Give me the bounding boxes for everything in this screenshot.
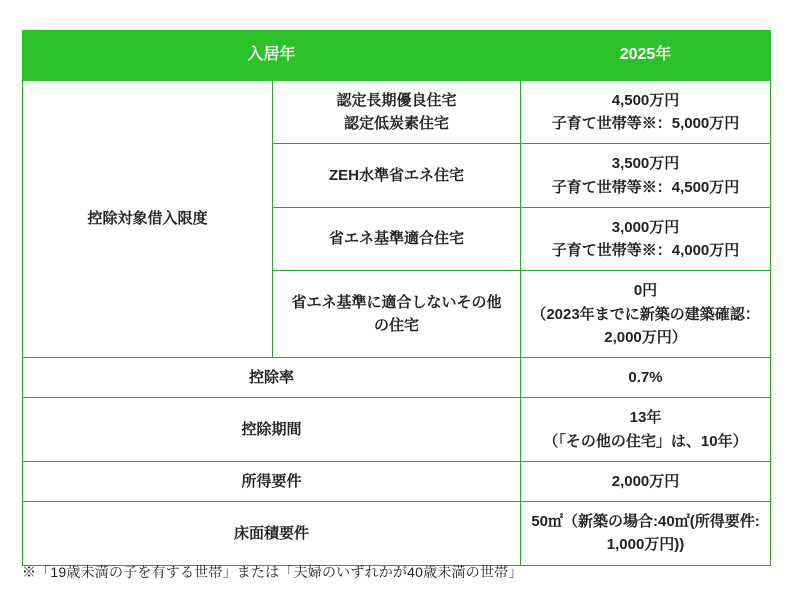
header-move-in-year: 入居年 xyxy=(23,31,521,81)
table-header-row xyxy=(23,31,771,81)
value-line1: 0.7% xyxy=(628,369,663,387)
housing-type-line2: の住宅 xyxy=(374,317,420,335)
value-line1: 0円 xyxy=(633,282,658,300)
housing-type-line1: 省エネ基準に適合しないその他 xyxy=(291,293,502,311)
footnote-text: ※「19歳未満の子を有する世帯」または「夫婦のいずれかが40歳未満の世帯」 xyxy=(22,564,523,580)
value-line1: 13年 xyxy=(629,409,662,427)
table-row xyxy=(23,80,771,144)
value-line2: 1,000万円)) xyxy=(606,536,685,554)
cell-housing-type xyxy=(273,144,521,208)
value-line2: 子育て世帯等※：4,500万円 xyxy=(551,178,740,196)
value-line1: 3,500万円 xyxy=(611,155,680,173)
cell-income-requirement-value xyxy=(521,461,771,501)
cell-loan-limit-value xyxy=(521,271,771,358)
cell-deduction-period-value xyxy=(521,398,771,462)
header-year-2025: 2025年 xyxy=(521,31,771,81)
row-label-floor-area-requirement: 床面積要件 xyxy=(23,502,521,566)
value-line2: （「その他の住宅」は、10年） xyxy=(543,432,748,450)
row-label-deduction-rate: 控除率 xyxy=(23,358,521,398)
housing-loan-deduction-table-container xyxy=(22,30,770,566)
row-label-deduction-period: 控除期間 xyxy=(23,398,521,462)
row-label-income-requirement: 所得要件 xyxy=(23,461,521,501)
cell-deduction-rate-value xyxy=(521,358,771,398)
cell-loan-limit-value xyxy=(521,80,771,144)
value-line1: 3,000万円 xyxy=(611,218,680,236)
housing-type-line1: ZEH水準省エネ住宅 xyxy=(329,166,465,184)
cell-loan-limit-value xyxy=(521,207,771,271)
housing-loan-deduction-table xyxy=(22,30,771,566)
cell-housing-type xyxy=(273,80,521,144)
table-row xyxy=(23,502,771,566)
table-row xyxy=(23,398,771,462)
value-line3: 2,000万円） xyxy=(604,328,687,346)
value-line2: （2023年までに新築の建築確認： xyxy=(531,305,760,323)
table-head xyxy=(23,31,771,81)
value-line2: 子育て世帯等※：5,000万円 xyxy=(551,115,740,133)
cell-housing-type xyxy=(273,207,521,271)
table-row xyxy=(23,358,771,398)
table-body xyxy=(23,80,771,565)
cell-floor-area-requirement-value xyxy=(521,502,771,566)
row-label-loan-limit: 控除対象借入限度 xyxy=(23,80,273,357)
housing-type-line2: 認定低炭素住宅 xyxy=(344,115,450,133)
value-line1: 4,500万円 xyxy=(611,91,680,109)
housing-type-line1: 認定長期優良住宅 xyxy=(336,91,457,109)
housing-type-line1: 省エネ基準適合住宅 xyxy=(329,230,465,248)
value-line1: 2,000万円 xyxy=(611,472,680,490)
table-row xyxy=(23,461,771,501)
cell-loan-limit-value xyxy=(521,144,771,208)
value-line2: 子育て世帯等※：4,000万円 xyxy=(551,242,740,260)
cell-housing-type xyxy=(273,271,521,358)
value-line1: 50㎡（新築の場合:40㎡(所得要件: xyxy=(531,513,760,531)
